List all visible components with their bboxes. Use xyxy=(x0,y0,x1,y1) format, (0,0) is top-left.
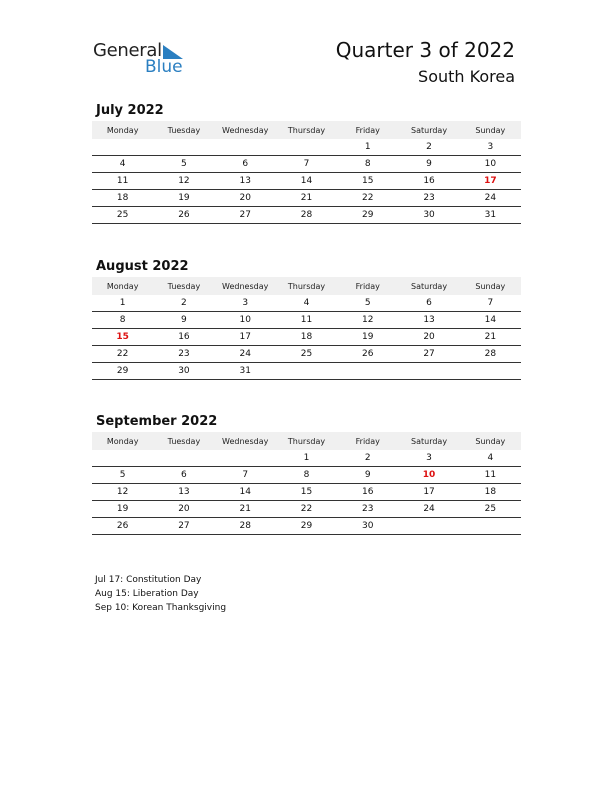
day-cell: 2 xyxy=(364,453,371,463)
month-calendar xyxy=(92,103,521,224)
weekday-header: Saturday xyxy=(411,436,448,446)
day-cell: 28 xyxy=(239,521,251,531)
day-cell: 8 xyxy=(364,159,371,169)
week-row xyxy=(92,295,521,312)
day-cell: 12 xyxy=(116,487,129,497)
day-cell: 11 xyxy=(116,176,129,186)
day-cell: 21 xyxy=(484,332,497,342)
day-cell: 19 xyxy=(116,504,129,514)
day-cell: 18 xyxy=(484,487,497,497)
weekday-header: Thursday xyxy=(287,436,326,446)
weekday-header: Monday xyxy=(106,125,139,135)
week-row xyxy=(92,363,521,380)
weekday-header-row xyxy=(92,277,521,295)
day-cell: 20 xyxy=(239,193,251,203)
day-cell: 27 xyxy=(178,521,190,531)
month-title: August 2022 xyxy=(96,259,189,274)
day-cell: 17 xyxy=(484,176,497,186)
month-title: September 2022 xyxy=(96,414,218,429)
weekday-header: Monday xyxy=(106,281,139,291)
day-cell: 1 xyxy=(364,142,371,152)
day-cell: 4 xyxy=(303,298,310,308)
weekday-header: Thursday xyxy=(287,125,326,135)
day-cell: 16 xyxy=(178,332,190,342)
day-cell: 3 xyxy=(426,453,432,463)
weekday-header: Thursday xyxy=(287,281,326,291)
day-cell: 7 xyxy=(303,159,310,169)
day-cell: 8 xyxy=(119,315,126,325)
day-cell: 11 xyxy=(300,315,313,325)
day-cell: 13 xyxy=(178,487,190,497)
week-row xyxy=(92,329,521,346)
day-cell: 26 xyxy=(116,521,129,531)
day-cell: 12 xyxy=(178,176,190,186)
day-cell: 17 xyxy=(423,487,435,497)
week-row xyxy=(92,139,521,156)
day-cell: 15 xyxy=(300,487,313,497)
weekday-header: Friday xyxy=(355,436,380,446)
generalblue-logo xyxy=(93,40,193,80)
day-cell: 17 xyxy=(239,332,251,342)
day-cell: 25 xyxy=(116,210,129,220)
day-cell: 30 xyxy=(423,210,435,220)
page-title: Quarter 3 of 2022 xyxy=(335,38,515,62)
day-cell: 4 xyxy=(119,159,126,169)
week-row xyxy=(92,207,521,224)
day-cell: 27 xyxy=(239,210,251,220)
day-cell: 1 xyxy=(303,453,310,463)
weekday-header: Friday xyxy=(355,281,380,291)
day-cell: 24 xyxy=(484,193,497,203)
day-cell: 28 xyxy=(484,349,497,359)
day-cell: 26 xyxy=(178,210,190,220)
day-cell: 2 xyxy=(426,142,432,152)
weekday-header: Sunday xyxy=(475,436,506,446)
day-cell: 29 xyxy=(300,521,313,531)
day-cell: 13 xyxy=(423,315,435,325)
weekday-header: Wednesday xyxy=(222,281,269,291)
day-cell: 6 xyxy=(181,470,187,480)
day-cell: 19 xyxy=(178,193,190,203)
week-row xyxy=(92,450,521,467)
day-cell: 27 xyxy=(423,349,435,359)
holiday-list-item: Jul 17: Constitution Day xyxy=(95,575,202,585)
day-cell: 22 xyxy=(116,349,129,359)
day-cell: 14 xyxy=(300,176,313,186)
weekday-header: Wednesday xyxy=(222,125,269,135)
day-cell: 31 xyxy=(484,210,497,220)
day-cell: 10 xyxy=(422,470,436,480)
day-cell: 5 xyxy=(181,159,187,169)
weekday-header: Sunday xyxy=(475,125,506,135)
day-cell: 25 xyxy=(300,349,313,359)
day-cell: 6 xyxy=(426,298,432,308)
weekday-header: Saturday xyxy=(411,281,448,291)
weekday-header: Saturday xyxy=(411,125,448,135)
weekday-header: Tuesday xyxy=(167,281,201,291)
day-cell: 16 xyxy=(423,176,435,186)
weekday-header-row xyxy=(92,121,521,139)
week-row xyxy=(92,173,521,190)
logo-blue-text: Blue xyxy=(145,57,183,77)
day-cell: 28 xyxy=(300,210,313,220)
day-cell: 30 xyxy=(362,521,374,531)
day-cell: 1 xyxy=(119,298,126,308)
holiday-list-item: Aug 15: Liberation Day xyxy=(95,589,199,599)
weekday-header: Tuesday xyxy=(167,436,201,446)
day-cell: 19 xyxy=(362,332,374,342)
day-cell: 3 xyxy=(242,298,249,308)
day-cell: 12 xyxy=(362,315,374,325)
day-cell: 18 xyxy=(300,332,313,342)
logo-general-text: General xyxy=(93,40,162,61)
month-calendar xyxy=(92,259,521,380)
day-cell: 4 xyxy=(487,453,494,463)
day-cell: 15 xyxy=(116,332,129,342)
week-row xyxy=(92,518,521,535)
day-cell: 18 xyxy=(116,193,129,203)
day-cell: 2 xyxy=(181,298,187,308)
week-row xyxy=(92,484,521,501)
day-cell: 7 xyxy=(242,470,249,480)
day-cell: 11 xyxy=(484,470,497,480)
day-cell: 16 xyxy=(362,487,374,497)
day-cell: 5 xyxy=(364,298,371,308)
week-row xyxy=(92,312,521,329)
weekday-header-row xyxy=(92,432,521,450)
week-row xyxy=(92,467,521,484)
day-cell: 21 xyxy=(239,504,251,514)
day-cell: 24 xyxy=(423,504,435,514)
day-cell: 8 xyxy=(303,470,310,480)
week-row xyxy=(92,156,521,173)
day-cell: 5 xyxy=(119,470,126,480)
day-cell: 23 xyxy=(423,193,435,203)
holiday-list xyxy=(95,573,226,615)
day-cell: 30 xyxy=(178,366,190,376)
day-cell: 14 xyxy=(239,487,251,497)
week-row xyxy=(92,501,521,518)
day-cell: 23 xyxy=(178,349,190,359)
day-cell: 22 xyxy=(300,504,313,514)
weekday-header: Sunday xyxy=(475,281,506,291)
month-calendar xyxy=(92,414,521,535)
day-cell: 7 xyxy=(487,298,494,308)
country-label: South Korea xyxy=(418,67,515,86)
day-cell: 20 xyxy=(178,504,190,514)
day-cell: 25 xyxy=(484,504,497,514)
day-cell: 15 xyxy=(362,176,374,186)
weekday-header: Wednesday xyxy=(222,436,269,446)
day-cell: 21 xyxy=(300,193,313,203)
day-cell: 13 xyxy=(239,176,251,186)
weekday-header: Tuesday xyxy=(167,125,201,135)
day-cell: 3 xyxy=(487,142,494,152)
day-cell: 6 xyxy=(242,159,249,169)
day-cell: 20 xyxy=(423,332,435,342)
weekday-header: Friday xyxy=(355,125,380,135)
day-cell: 10 xyxy=(484,159,497,169)
day-cell: 9 xyxy=(426,159,432,169)
weekday-header: Monday xyxy=(106,436,139,446)
day-cell: 26 xyxy=(362,349,374,359)
day-cell: 29 xyxy=(362,210,374,220)
day-cell: 9 xyxy=(364,470,371,480)
day-cell: 29 xyxy=(116,366,129,376)
day-cell: 24 xyxy=(239,349,251,359)
day-cell: 22 xyxy=(362,193,374,203)
day-cell: 10 xyxy=(239,315,251,325)
day-cell: 14 xyxy=(484,315,497,325)
holiday-list-item: Sep 10: Korean Thanksgiving xyxy=(95,603,227,613)
day-cell: 23 xyxy=(362,504,374,514)
month-title: July 2022 xyxy=(96,103,164,118)
day-cell: 31 xyxy=(239,366,251,376)
week-row xyxy=(92,346,521,363)
week-row xyxy=(92,190,521,207)
day-cell: 9 xyxy=(181,315,187,325)
